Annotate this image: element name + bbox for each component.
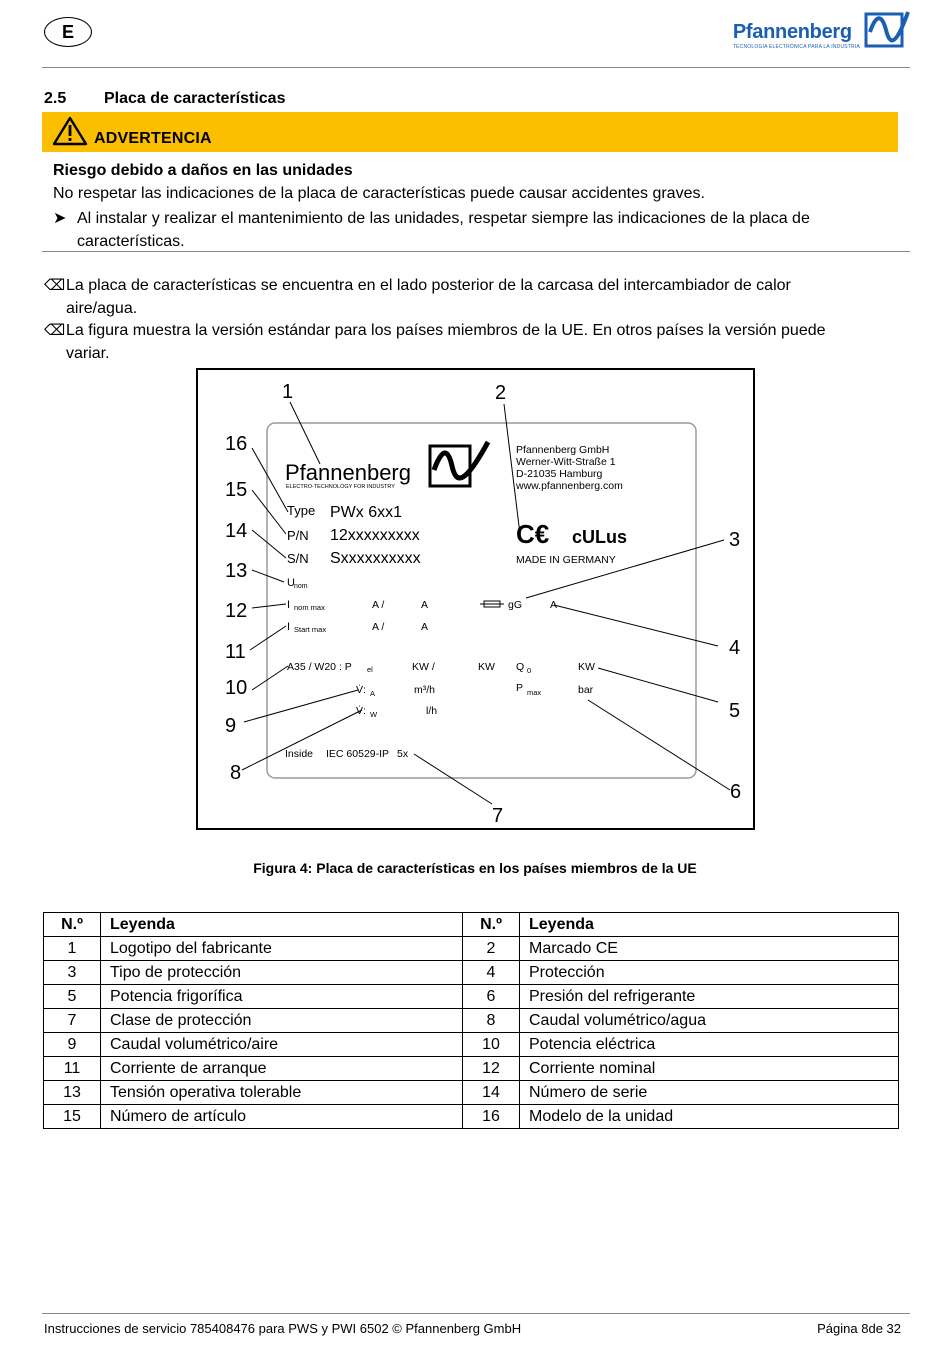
cell-legend: Potencia frigorífica [101,985,463,1009]
made-in-label: MADE IN GERMANY [516,554,616,566]
cell-legend: Clase de protección [101,1009,463,1033]
language-badge: E [44,17,92,47]
unit-a: A / [372,621,385,633]
callout-number: 2 [495,382,507,404]
table-row [44,1105,899,1129]
callout-number: 7 [492,805,504,827]
legend-table [43,912,899,1129]
column-header: Leyenda [520,913,899,937]
warning-instruction [53,207,873,253]
table-row [44,985,899,1009]
warning-label: ADVERTENCIA [94,130,212,147]
note-icon: ⌫ [44,322,66,339]
rating-plate-figure [196,368,755,830]
unit-a: A / [372,599,385,611]
warning-text: No respetar las indicaciones de la placa de características puede causar accidentes graves. [53,185,705,202]
figure-caption: Figura 4: Placa de características en los países miembros de la UE [253,860,697,876]
vw-label: V̇: [356,705,366,717]
callout-number: 4 [729,637,741,659]
inom-sub: nom max [294,603,325,612]
pfannenberg-logo [733,8,910,52]
callout-number: 16 [225,433,248,455]
vw-sub: W [370,710,378,719]
cell-legend: Caudal volumétrico/aire [101,1033,463,1057]
inom-label: I [287,599,291,611]
unit-a: A [421,599,429,611]
footer-rule [42,1313,910,1314]
kw-unit: KW / [412,661,435,673]
note-icon: ⌫ [44,277,66,294]
header-rule [42,67,910,68]
callout-number: 3 [729,529,741,551]
unom-label: U [287,577,295,589]
unit-a: A [421,621,429,633]
table-row [44,1033,899,1057]
logo-wave-icon [864,8,910,50]
cell-number: 11 [44,1057,101,1081]
rating-plate-drawing [198,370,753,828]
cell-number: 5 [44,985,101,1009]
table-row [44,1009,899,1033]
ce-mark: C€ [516,519,550,549]
warning-rule [42,251,910,252]
sn-label: S/N [287,551,309,566]
va-label: V̇: [356,684,366,696]
warning-instruction-line2: características. [77,233,185,250]
fuse-type: gG [508,599,523,611]
bar-unit: bar [578,684,594,696]
warning-triangle-icon [52,116,88,146]
column-header: N.º [463,913,520,937]
section-number: 2.5 [44,90,67,107]
cell-legend: Tipo de protección [101,961,463,985]
cell-legend: Corriente de arranque [101,1057,463,1081]
iec-label: IEC 60529-IP [326,748,390,760]
ip-value: 5x [397,748,409,760]
cell-legend: Caudal volumétrico/agua [520,1009,899,1033]
callout-number: 5 [729,700,741,722]
cell-number: 14 [463,1081,520,1105]
table-row [44,1057,899,1081]
logo-name: Pfannenberg [732,21,852,43]
callout-number: 11 [225,641,246,663]
callout-number: 10 [225,677,248,699]
warning-instruction-line1: Al instalar y realizar el mantenimiento de las unidades, respetar siempre las indicaciones de la placa de [77,210,810,227]
note-line1: La placa de características se encuentra en el lado posterior de la carcasa del intercambiador de calor [66,277,791,294]
section-title: Placa de características [104,90,286,107]
warning-heading: Riesgo debido a daños en las unidades [53,162,353,179]
type-value: PWx 6xx1 [330,504,403,521]
pmax-sub: max [527,688,542,697]
cell-number: 9 [44,1033,101,1057]
fuse-icon [480,601,504,607]
kw-unit: KW [578,661,595,673]
cell-legend: Número de serie [520,1081,899,1105]
plate-address-line: Werner-Witt-Straße 1 [516,456,616,468]
pn-label: P/N [287,528,309,543]
callout-number: 8 [230,762,242,784]
cell-legend: Modelo de la unidad [520,1105,899,1129]
logo-tagline: TECNOLOGÍA ELECTRÓNICA PARA LA INDUSTRIA [732,44,860,50]
istart-sub: Start max [294,625,327,634]
cell-number: 13 [44,1081,101,1105]
inside-label: Inside [285,748,314,760]
va-sub: A [370,689,376,698]
cell-legend: Potencia eléctrica [520,1033,899,1057]
callout-number: 14 [225,520,248,542]
cell-number: 16 [463,1105,520,1129]
unom-sub: nom [294,583,308,590]
cell-legend: Corriente nominal [520,1057,899,1081]
cell-number: 8 [463,1009,520,1033]
cell-number: 1 [44,937,101,961]
cell-number: 2 [463,937,520,961]
plate-address-line: D-21035 Hamburg [516,468,603,480]
type-label: Type [287,503,316,518]
footer-page-number: Página 8de 32 [817,1321,901,1336]
note-line2: aire/agua. [66,300,138,317]
table-row [44,961,899,985]
a35-label: A35 / W20 : P [287,661,352,673]
table-header-row [44,913,899,937]
cell-legend: Número de artículo [101,1105,463,1129]
plate-logo-icon [430,442,488,486]
note-item [44,274,870,320]
q0-label: Q [516,661,525,673]
plate-brand-sub: ELECTRO-TECHNOLOGY FOR INDUSTRY [286,484,395,490]
cell-number: 10 [463,1033,520,1057]
cell-legend: Presión del refrigerante [520,985,899,1009]
callout-number: 13 [225,560,248,582]
sn-value: Sxxxxxxxxxx [330,550,421,567]
cell-number: 12 [463,1057,520,1081]
cell-number: 6 [463,985,520,1009]
plate-brand: Pfannenberg [285,460,411,485]
footer-document-info: Instrucciones de servicio 785408476 para PWS y PWI 6502 © Pfannenberg GmbH [44,1321,522,1336]
callout-number: 12 [225,600,248,622]
fuse-unit: A [550,599,558,611]
note-line2: variar. [66,345,110,362]
column-header: Leyenda [101,913,463,937]
cell-number: 3 [44,961,101,985]
table-row [44,937,899,961]
arrow-bullet-icon: ➤ [53,210,67,227]
note-line1: La figura muestra la versión estándar para los países miembros de la UE. En otros países la versión puede [66,322,826,339]
callout-number: 6 [730,781,742,803]
note-item [44,319,870,365]
a35-sub: el [367,665,373,674]
kw-unit: KW [478,661,495,673]
istart-label: I [287,621,291,633]
ul-mark: cULus [572,527,628,547]
cell-legend: Logotipo del fabricante [101,937,463,961]
pmax-label: P [516,682,524,694]
cell-number: 7 [44,1009,101,1033]
cell-legend: Marcado CE [520,937,899,961]
cell-number: 4 [463,961,520,985]
q0-sub: 0 [527,666,532,675]
cell-legend: Protección [520,961,899,985]
plate-address-line: Pfannenberg GmbH [516,444,610,456]
callout-number: 9 [225,715,237,737]
plate-address-line: www.pfannenberg.com [516,480,623,492]
callout-number: 15 [225,479,248,501]
m3h-unit: m³/h [414,684,435,696]
lh-unit: l/h [426,705,438,717]
column-header: N.º [44,913,101,937]
pn-value: 12xxxxxxxxx [330,527,420,544]
cell-number: 15 [44,1105,101,1129]
table-row [44,1081,899,1105]
cell-legend: Tensión operativa tolerable [101,1081,463,1105]
callout-number: 1 [282,381,294,403]
warning-bar [42,112,898,152]
